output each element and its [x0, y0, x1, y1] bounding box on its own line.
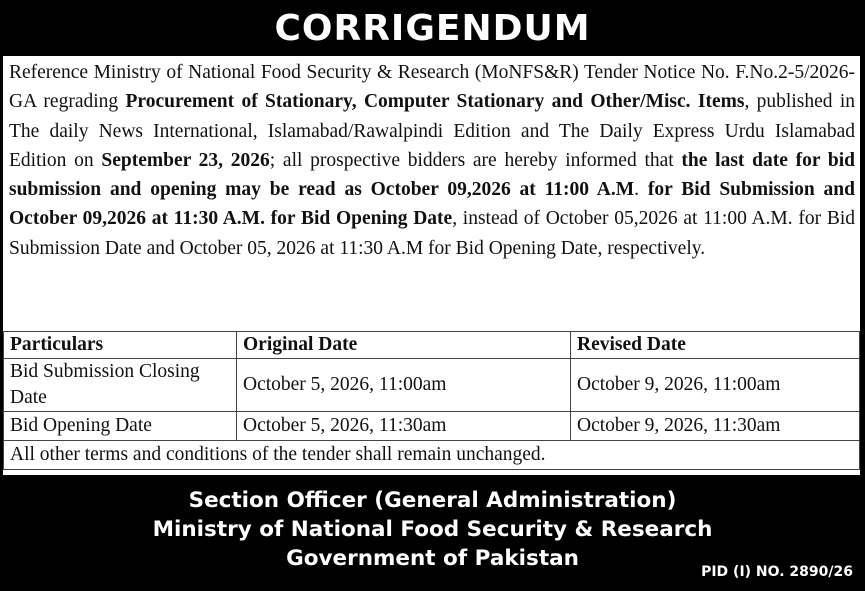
notice-header: [0, 0, 865, 56]
cell-particular: Bid Submission Closing Date: [4, 359, 237, 412]
header-revised-date: Revised Date: [571, 332, 860, 359]
table-footer-note: All other terms and conditions of the tender shall remain unchanged.: [4, 441, 860, 470]
cell-particular: Bid Opening Date: [4, 412, 237, 441]
cell-revised: October 9, 2026, 11:30am: [571, 412, 860, 441]
cell-revised: October 9, 2026, 11:00am: [571, 359, 860, 412]
para-bold-2: September 23, 2026: [101, 149, 270, 171]
para-text-4: .: [634, 179, 648, 201]
table-header-row: [4, 332, 860, 359]
officer-title: Section Officer (General Administration): [188, 488, 677, 513]
header-particulars: Particulars: [4, 332, 237, 359]
ministry-name: Ministry of National Food Security & Research: [152, 517, 713, 542]
dates-table: [3, 331, 860, 470]
table-row: [4, 412, 860, 441]
notice-title: CORRIGENDUM: [274, 7, 591, 49]
para-bold-4: for Bid Submission and October 09,2026 at 11:30 A.M. for Bid Opening Date: [9, 179, 855, 230]
para-text-1: Reference Ministry of National Food Security & Research (MoNFS&R) Tender Notice No. F.No.2-5/2026-GA regrading: [9, 62, 855, 113]
notice-paragraph: [9, 58, 855, 263]
para-text-3: ; all prospective bidders are hereby informed that: [269, 149, 682, 171]
para-bold-1: Procurement of Stationary, Computer Stationary and Other/Misc. Items: [125, 91, 745, 113]
para-bold-3: the last date for bid submission and opening may be read as October 09,2026 at 11:00 A.M: [9, 149, 855, 201]
table-footer-row: [4, 441, 860, 470]
pid-number: PID (I) NO. 2890/26: [701, 564, 853, 580]
cell-original: October 5, 2026, 11:30am: [237, 412, 571, 441]
notice-body: [3, 56, 860, 475]
table-row: [4, 359, 860, 412]
cell-original: October 5, 2026, 11:00am: [237, 359, 571, 412]
signature-block: [0, 486, 865, 573]
header-original-date: Original Date: [237, 332, 571, 359]
government-name: Government of Pakistan: [286, 546, 579, 571]
para-text-5: , instead of October 05,2026 at 11:00 A.M. for Bid Submission Date and October 05, 2026 at 11:30 A.M for Bid Opening Date, respectively.: [9, 208, 856, 259]
para-text-2: , published in The daily News International, Islamabad/Rawalpindi Edition and The Daily Express Urdu Islamabad Edition on: [9, 91, 855, 171]
